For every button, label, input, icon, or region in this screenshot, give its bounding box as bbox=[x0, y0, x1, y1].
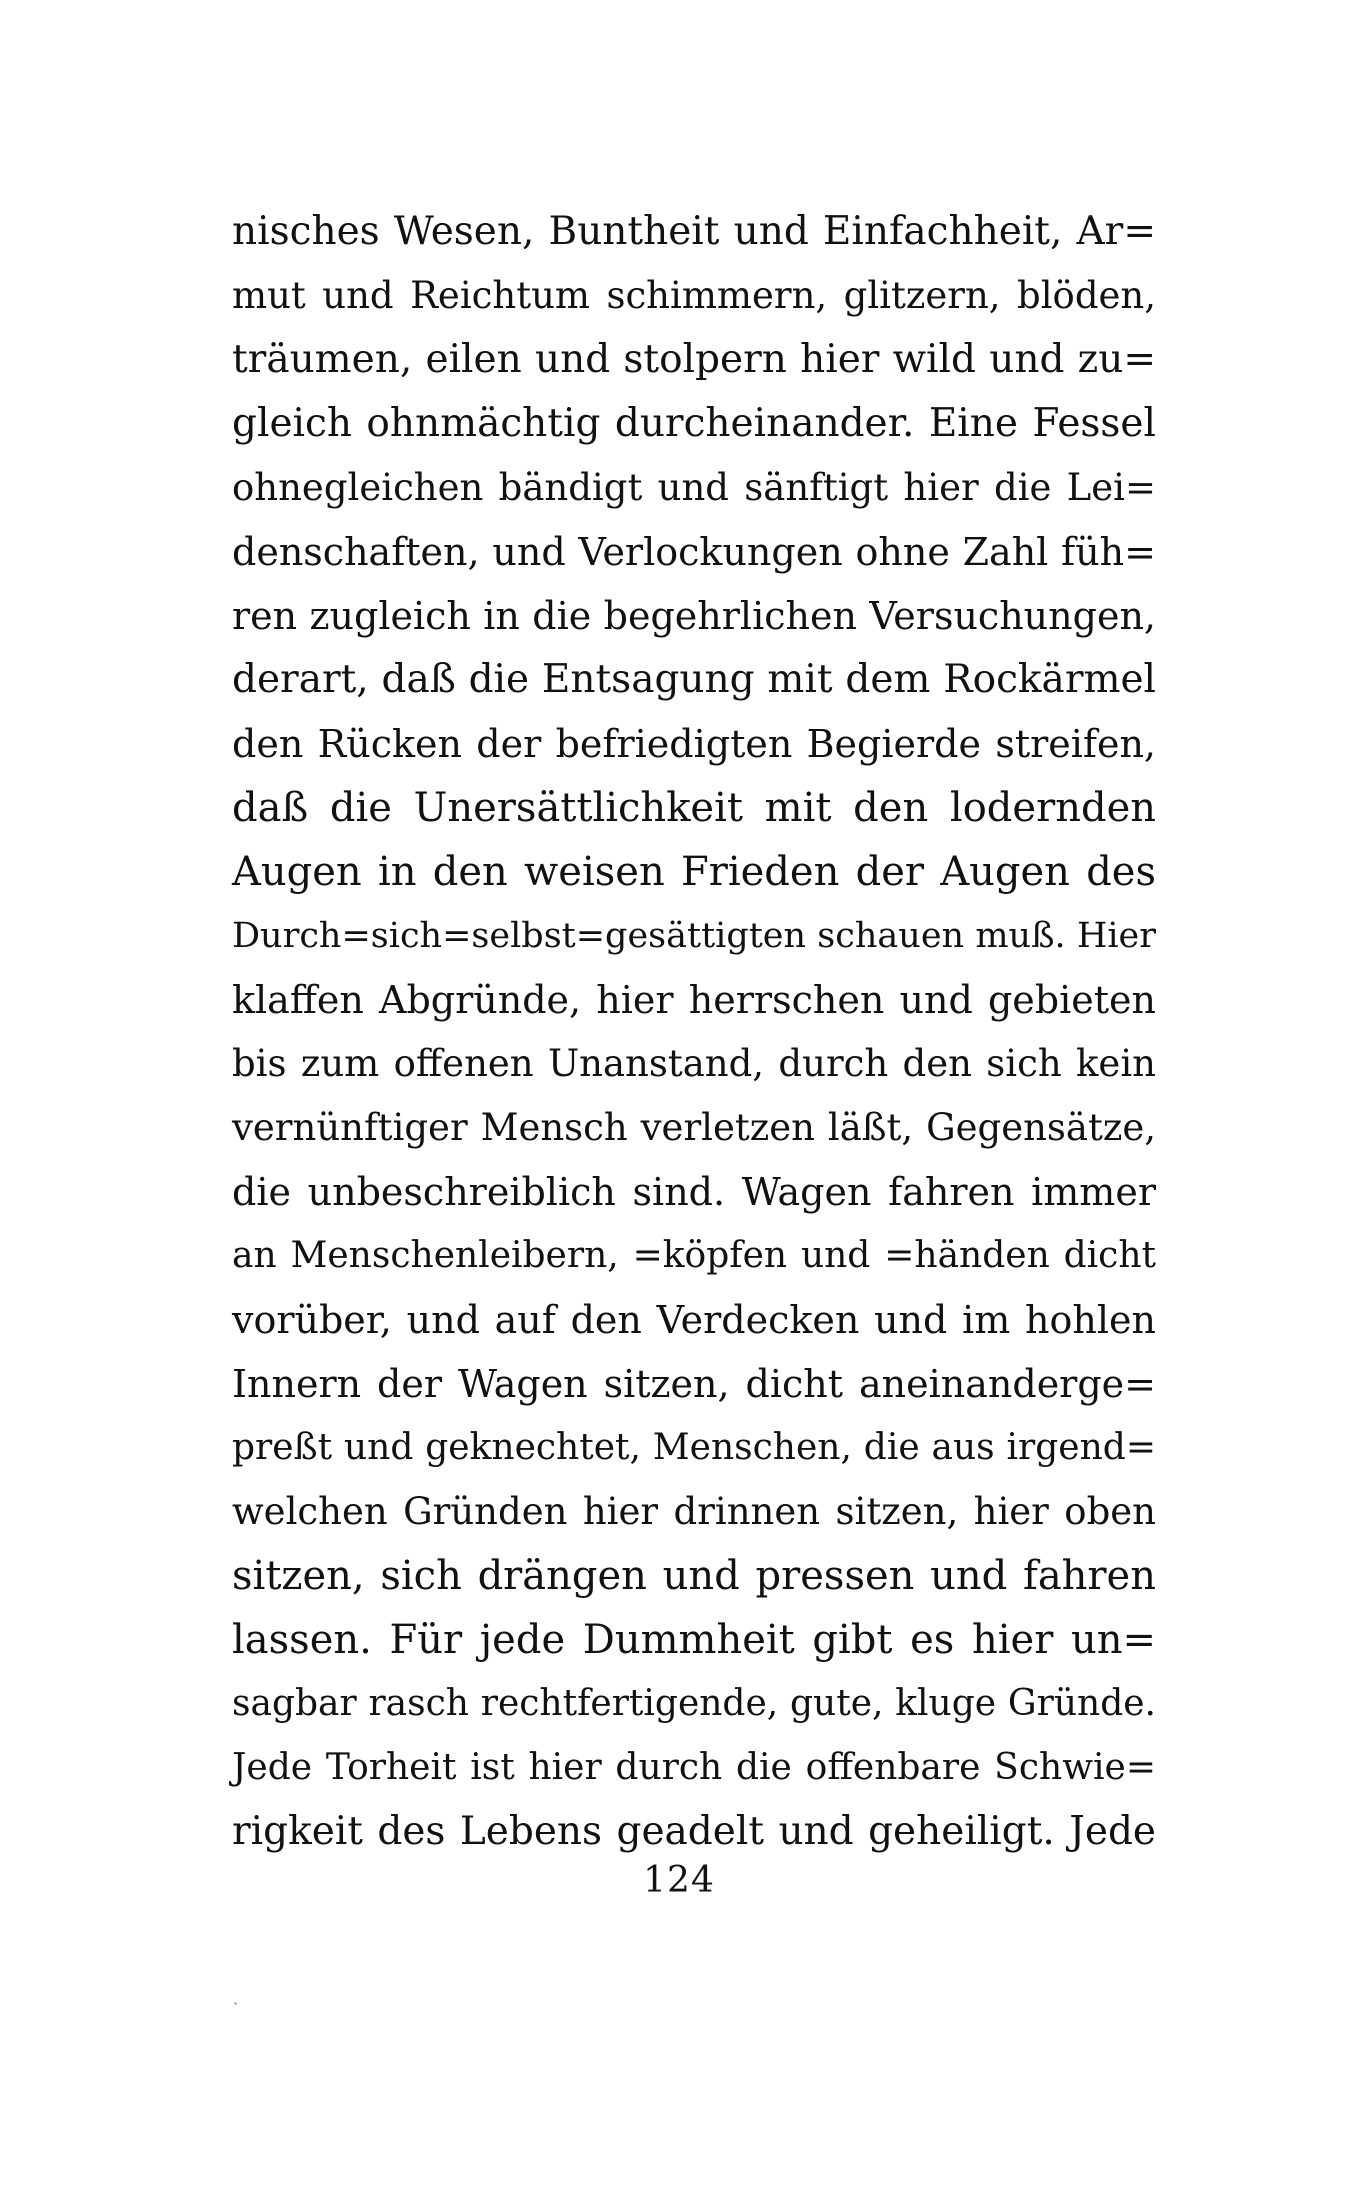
text-line: Innern der Wagen sitzen, dicht aneinanderge= bbox=[232, 1362, 1156, 1406]
page-number: 124 bbox=[643, 1860, 715, 1901]
body-text bbox=[232, 200, 1156, 1864]
text-line: preßt und geknechtet, Menschen, die aus irgend= bbox=[232, 1427, 1156, 1468]
text-line: gleich ohnmächtig durcheinander. Eine Fessel bbox=[232, 401, 1156, 446]
text-line: ren zugleich in die begehrlichen Versuchungen, bbox=[232, 594, 1156, 638]
text-line: welchen Gründen hier drinnen sitzen, hier oben bbox=[232, 1490, 1156, 1533]
text-line: denschaften, und Verlockungen ohne Zahl füh= bbox=[232, 530, 1156, 574]
text-line: Durch=sich=selbst=gesättigten schauen muß. Hier bbox=[232, 916, 1156, 956]
text-line: lassen. Für jede Dummheit gibt es hier un= bbox=[232, 1617, 1156, 1663]
text-line: rigkeit des Lebens geadelt und geheiligt. Jede bbox=[232, 1809, 1156, 1854]
text-line: Jede Torheit ist hier durch die offenbare Schwie= bbox=[232, 1747, 1156, 1788]
text-line: vernünftiger Mensch verletzen läßt, Gegensätze, bbox=[232, 1106, 1156, 1149]
text-line: nisches Wesen, Buntheit und Einfachheit, Ar= bbox=[232, 209, 1156, 254]
text-line: sitzen, sich drängen und pressen und fahren bbox=[232, 1553, 1156, 1599]
text-line: daß die Unersättlichkeit mit den lodernden bbox=[232, 785, 1156, 831]
text-line: derart, daß die Entsagung mit dem Rockärmel bbox=[232, 657, 1156, 702]
text-line: bis zum offenen Unanstand, durch den sich kein bbox=[232, 1042, 1156, 1085]
text-line: sagbar rasch rechtfertigende, gute, kluge Gründe. bbox=[232, 1683, 1156, 1724]
paper-speck bbox=[234, 2002, 237, 2005]
text-line: vorüber, und auf den Verdecken und im hohlen bbox=[232, 1298, 1156, 1342]
text-line: klaffen Abgründe, hier herrschen und gebieten bbox=[232, 978, 1156, 1022]
text-line: Augen in den weisen Frieden der Augen des bbox=[232, 849, 1156, 895]
text-line: träumen, eilen und stolpern hier wild und zu= bbox=[232, 337, 1156, 382]
text-line: mut und Reichtum schimmern, glitzern, blöden, bbox=[232, 274, 1156, 317]
text-line: an Menschenleibern, =köpfen und =händen dicht bbox=[232, 1235, 1156, 1276]
text-line: den Rücken der befriedigten Begierde streifen, bbox=[232, 722, 1156, 766]
text-line: die unbeschreiblich sind. Wagen fahren immer bbox=[232, 1170, 1156, 1214]
text-line: ohnegleichen bändigt und sänftigt hier die Lei= bbox=[232, 466, 1156, 509]
